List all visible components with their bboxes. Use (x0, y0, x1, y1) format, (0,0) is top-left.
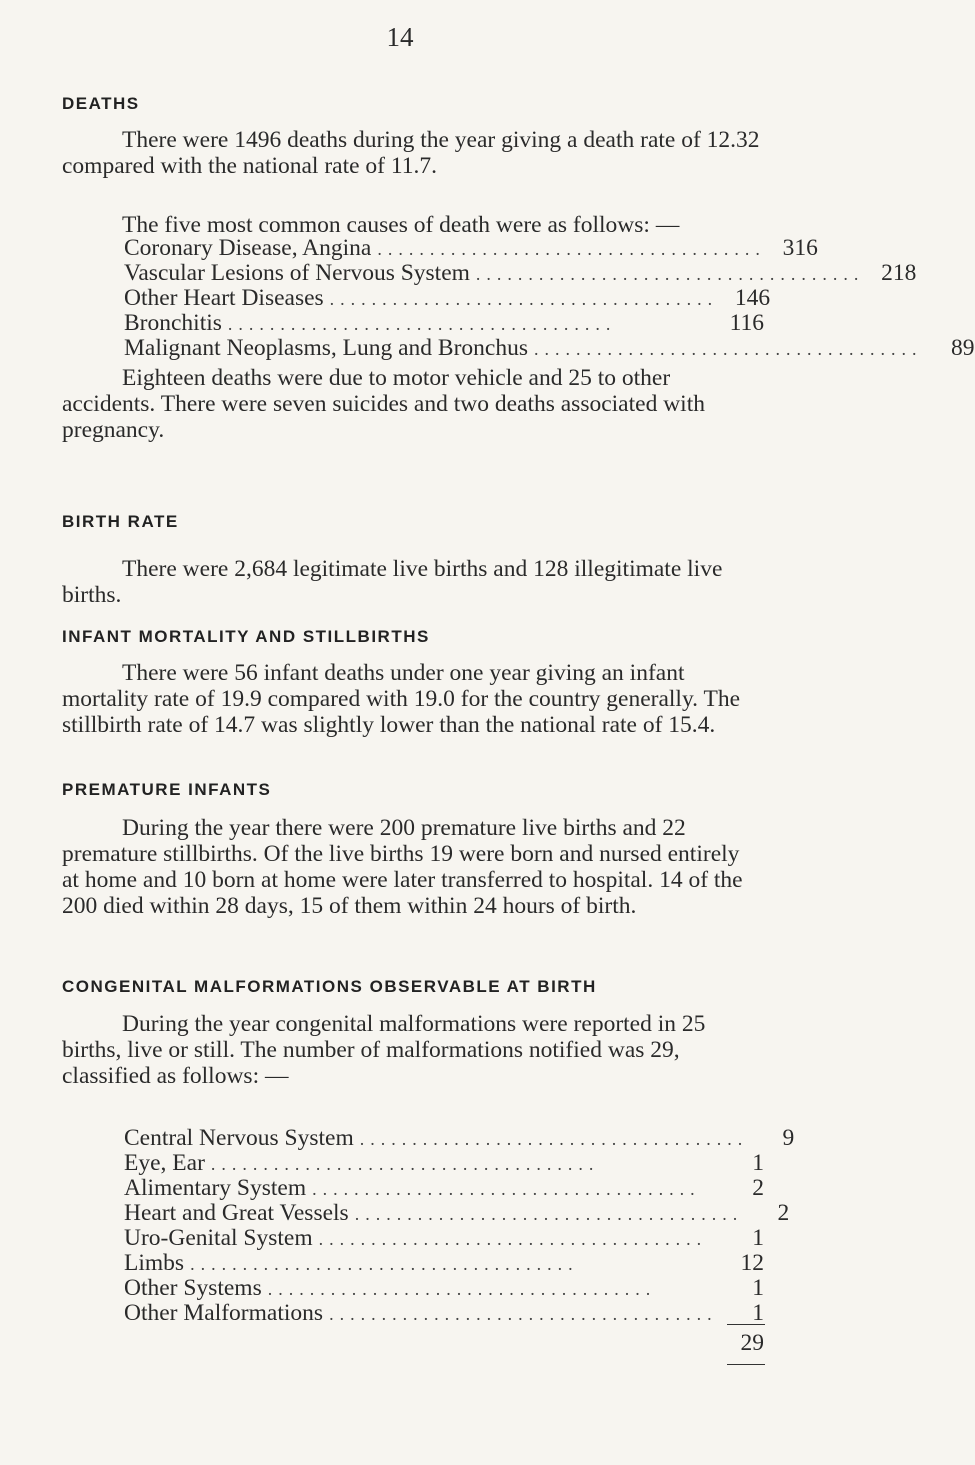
list-item (124, 1151, 764, 1176)
birth-rate-heading: BIRTH RATE (62, 512, 179, 531)
malformation-label: Uro-Genital System (124, 1225, 313, 1251)
malformation-value: 9 (782, 1125, 795, 1151)
cause-value: 146 (734, 285, 771, 311)
list-item (124, 1226, 764, 1251)
leader-dots: ..................................... (354, 1204, 744, 1224)
list-item (124, 335, 975, 361)
premature-infants-heading: PREMATURE INFANTS (62, 780, 272, 799)
malformation-value: 12 (740, 1250, 764, 1276)
malformation-value: 1 (752, 1225, 764, 1251)
cause-value: 116 (729, 310, 764, 336)
list-item (124, 235, 818, 261)
cause-label: Coronary Disease, Angina (124, 235, 372, 261)
list-item (124, 1176, 764, 1201)
total-rule-top (727, 1324, 765, 1325)
malformation-label: Alimentary System (124, 1175, 307, 1201)
malformation-label: Limbs (124, 1250, 185, 1276)
list-item (124, 1251, 764, 1276)
leader-dots: ..................................... (377, 239, 766, 259)
deaths-intro-paragraph: There were 1496 deaths during the year giving a death rate of 12.32 compared with the national rate of 11.7. (62, 127, 760, 179)
leader-dots: ..................................... (267, 1279, 657, 1299)
malformation-label: Other Malformations (124, 1300, 324, 1326)
leader-dots: ..................................... (190, 1254, 579, 1274)
leader-dots: ..................................... (329, 289, 719, 309)
accidents-paragraph: Eighteen deaths were due to motor vehicle and 25 to other accidents. There were seven suicides and two deaths associated with pregnancy. (62, 365, 705, 443)
cause-value: 316 (782, 235, 818, 261)
list-item (124, 1200, 790, 1226)
deaths-heading: DEATHS (62, 94, 140, 113)
malformations-list (124, 1125, 795, 1326)
list-item (124, 311, 764, 336)
leader-dots: ..................................... (534, 339, 923, 359)
leader-dots: ..................................... (210, 1154, 600, 1174)
total-rule-bottom (727, 1364, 765, 1365)
malformation-value: 2 (752, 1175, 764, 1201)
leader-dots: ..................................... (359, 1129, 749, 1149)
cause-value: 89 (951, 335, 975, 361)
leader-dots: ..................................... (475, 264, 865, 284)
malformation-value: 2 (777, 1200, 790, 1226)
cause-value: 218 (881, 260, 917, 286)
malformation-value: 1 (752, 1300, 764, 1326)
infant-mortality-paragraph: There were 56 infant deaths under one year giving an infant mortality rate of 19.9 compared with 19.0 for the country generally. The stillbirth rate of 14.7 was slightly lower than the national rate of 15.4. (62, 660, 741, 738)
list-item (124, 260, 917, 286)
birth-rate-paragraph: There were 2,684 legitimate live births and 128 illegitimate live births. (62, 556, 723, 608)
list-item (124, 1125, 795, 1151)
leader-dots: ..................................... (318, 1229, 708, 1249)
leader-dots: ..................................... (329, 1304, 718, 1324)
malformation-value: 1 (752, 1150, 764, 1176)
cause-label: Malignant Neoplasms, Lung and Bronchus (124, 335, 529, 361)
malformation-label: Eye, Ear (124, 1150, 205, 1176)
causes-intro-paragraph: The five most common causes of death were as follows: — (122, 212, 680, 238)
congenital-heading: CONGENITAL MALFORMATIONS OBSERVABLE AT BIRTH (62, 977, 597, 996)
page-number: 14 (386, 22, 414, 52)
malformation-label: Other Systems (124, 1275, 262, 1301)
malformation-label: Central Nervous System (124, 1125, 354, 1151)
list-item (124, 1276, 764, 1301)
cause-label: Bronchitis (124, 310, 222, 336)
infant-mortality-heading: INFANT MORTALITY AND STILLBIRTHS (62, 627, 430, 646)
malformation-label: Heart and Great Vessels (124, 1200, 349, 1226)
congenital-paragraph: During the year congenital malformations were reported in 25 births, live or still. The number of malformations notified was 29, classified as follows: — (62, 1011, 706, 1089)
premature-infants-paragraph: During the year there were 200 premature live births and 22 premature stillbirths. Of the live births 19 were born and nursed entirely at home and 10 born at home were later transferred to hospital. 14 of the 200 died within 28 days, 15 of them within 24 hours of birth. (62, 815, 743, 919)
causes-of-death-list (124, 235, 975, 361)
leader-dots: ..................................... (227, 314, 617, 334)
list-item (124, 285, 771, 311)
cause-label: Vascular Lesions of Nervous System (124, 260, 470, 286)
malformations-total: 29 (740, 1330, 764, 1356)
malformation-value: 1 (752, 1275, 764, 1301)
list-item (124, 1301, 764, 1326)
leader-dots: ..................................... (312, 1179, 701, 1199)
cause-label: Other Heart Diseases (124, 285, 324, 311)
